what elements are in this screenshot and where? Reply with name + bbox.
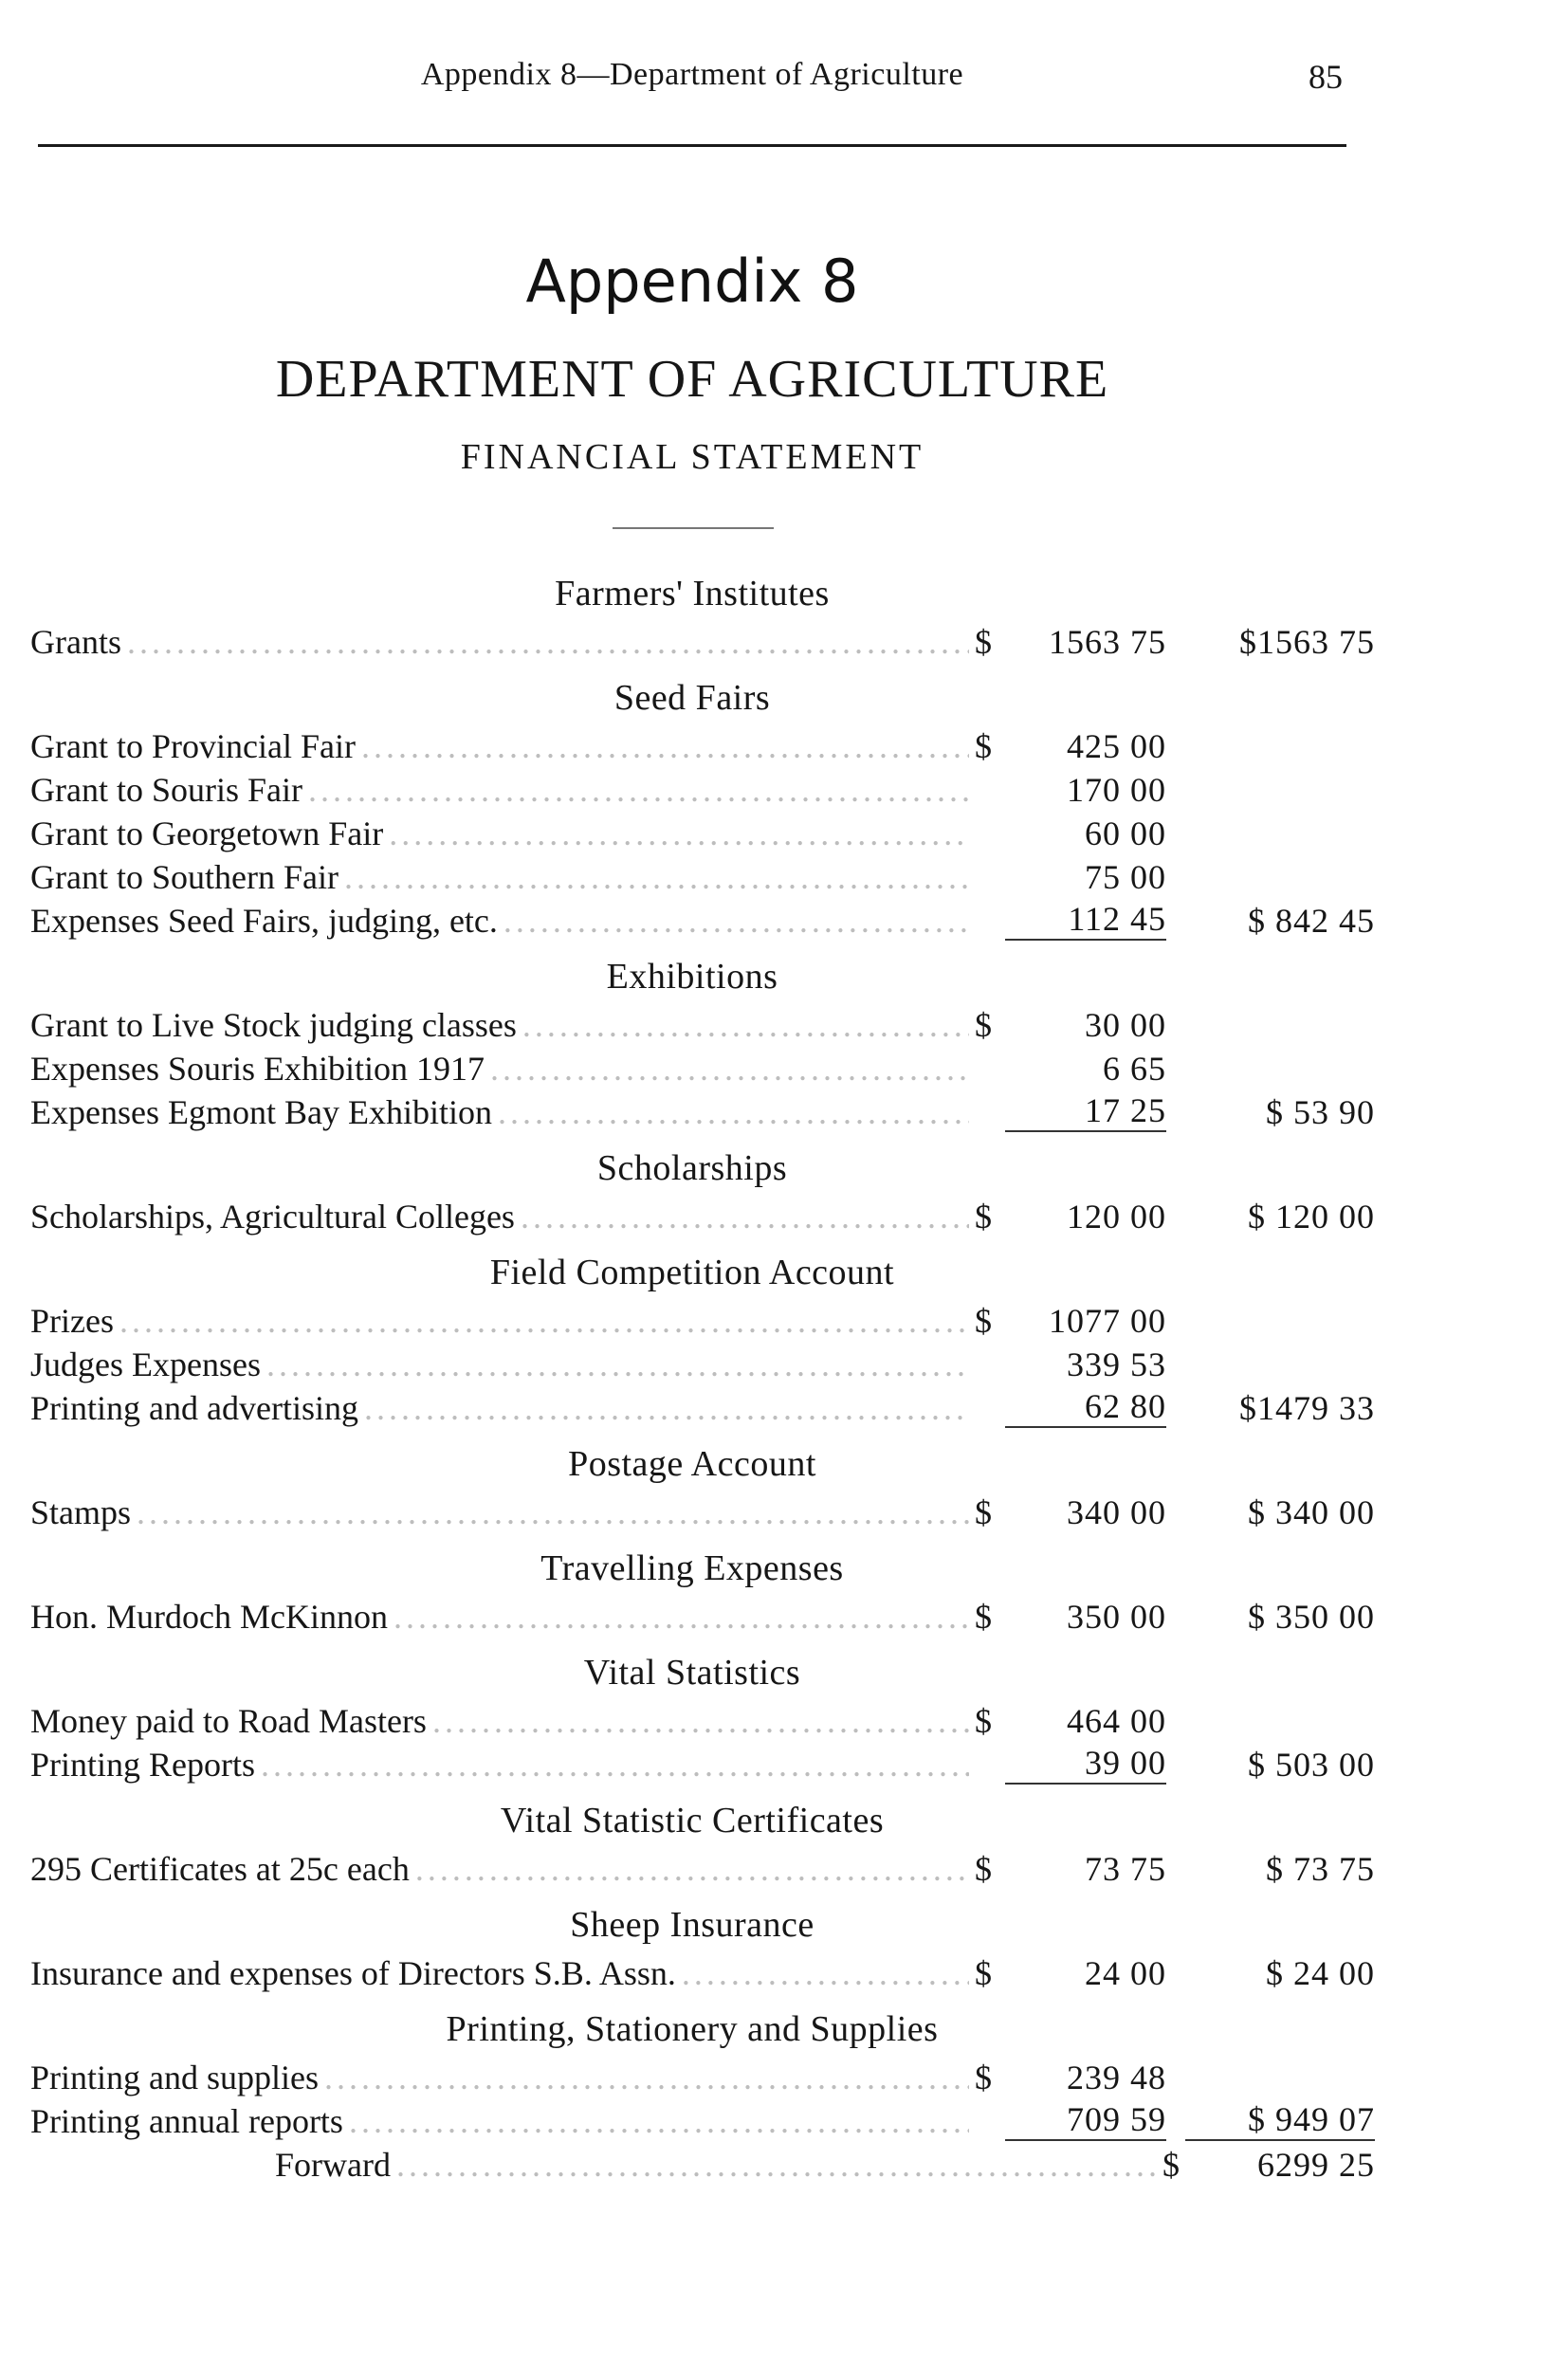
row-label: Printing Reports ..... [30,1743,969,1786]
ledger-row [0,1595,1556,1639]
dollar-sign: $ [975,1598,992,1636]
row-amount: 30 00 [1085,1006,1166,1044]
section-heading: Field Competition Account [489,1253,895,1292]
ledger-row [0,1847,1556,1891]
statement-title: FINANCIAL STATEMENT [460,437,924,477]
dollar-sign: $ [975,1006,992,1044]
row-amount: 464 00 [1067,1702,1166,1740]
row-amount: 339 53 [1067,1346,1166,1383]
row-label: Stamps ..... [30,1491,969,1534]
ledger-row [0,724,1556,768]
row-label: Insurance and expenses of Directors S.B. Assn. ..... [30,1951,969,1995]
row-amount: 73 75 [1085,1850,1166,1888]
row-amount: 1077 00 [1049,1302,1166,1340]
section-heading: Printing, Stationery and Supplies [446,2009,939,2049]
row-amount: 350 00 [1067,1598,1166,1636]
section-total: $1563 75 [1239,623,1375,661]
row-label: Grant to Live Stock judging classes ..... [30,1003,969,1047]
row-label: Printing annual reports ..... [30,2099,969,2143]
section-heading: Vital Statistics [583,1653,801,1693]
dollar-sign: $ [975,1302,992,1340]
section-total: $ 73 75 [1266,1850,1375,1888]
ledger-row [0,1743,1556,1786]
row-label: Judges Expenses ..... [30,1343,969,1386]
row-label: 295 Certificates at 25c each ..... [30,1847,969,1891]
row-label: Grants ..... [30,620,969,664]
section-total: $ 842 45 [1248,902,1375,940]
forward-total: 6299 25 [1257,2146,1375,2184]
ledger-row [0,1699,1556,1743]
row-label: Grant to Souris Fair ..... [30,768,969,812]
row-amount: 75 00 [1085,858,1166,896]
dollar-sign: $ [975,1954,992,1992]
dollar-sign: $ [975,727,992,765]
ledger-row [0,1195,1556,1238]
section-heading: Exhibitions [606,957,778,997]
row-label: Printing and advertising ..... [30,1386,969,1430]
row-amount: 6 65 [1103,1050,1166,1088]
row-amount: 112 45 [1005,899,1166,941]
row-amount: 24 00 [1085,1954,1166,1992]
section-heading: Farmers' Institutes [555,574,830,613]
dollar-sign: $ [975,1702,992,1740]
section-total: $ 120 00 [1248,1198,1375,1236]
section-total: $ 503 00 [1248,1746,1375,1784]
section-total: $ 350 00 [1248,1598,1375,1636]
section-heading: Travelling Expenses [540,1548,844,1588]
forward-label: Forward ..... [275,2143,1157,2187]
section-heading: Seed Fairs [613,678,771,718]
row-amount: 60 00 [1085,815,1166,852]
section-total: $ 949 07 [1185,2099,1375,2141]
row-label: Prizes ..... [30,1299,969,1343]
row-label: Scholarships, Agricultural Colleges ..... [30,1195,969,1238]
dollar-sign: $ [975,1850,992,1888]
ledger-row [0,2099,1556,2143]
dollar-sign: $ [975,623,992,661]
ledger-row [0,1047,1556,1090]
running-head [0,57,1556,114]
appendix-title: Appendix 8 [525,247,859,316]
section-heading: Scholarships [596,1148,788,1188]
dollar-sign: $ [975,1493,992,1531]
ledger-row [0,899,1556,943]
row-amount: 1563 75 [1049,623,1166,661]
ledger-row [0,2056,1556,2099]
ledger-row [0,1003,1556,1047]
row-label: Money paid to Road Masters ..... [30,1699,969,1743]
row-label: Hon. Murdoch McKinnon ..... [30,1595,969,1639]
row-amount: 425 00 [1067,727,1166,765]
department-title: DEPARTMENT OF AGRICULTURE [275,350,1109,409]
ledger-row [0,1386,1556,1430]
ledger-row [0,1491,1556,1534]
row-amount: 39 00 [1005,1743,1166,1785]
ledger-row [0,1090,1556,1134]
row-label: Grant to Southern Fair ..... [30,855,969,899]
row-amount: 120 00 [1067,1198,1166,1236]
row-label: Expenses Egmont Bay Exhibition ..... [30,1090,969,1134]
running-head-title: Appendix 8—Department of Agriculture [420,57,964,92]
row-amount: 709 59 [1005,2099,1166,2141]
ledger-row [0,620,1556,664]
section-total: $ 53 90 [1266,1093,1375,1131]
row-label: Grant to Provincial Fair ..... [30,724,969,768]
dollar-sign: $ [1162,2146,1180,2184]
ledger-row [0,1951,1556,1995]
ledger-row [0,768,1556,812]
ledger-row [0,1299,1556,1343]
row-label: Printing and supplies ..... [30,2056,969,2099]
row-label: Expenses Seed Fairs, judging, etc. ..... [30,899,969,943]
row-amount: 239 48 [1067,2059,1166,2096]
page-number: 85 [1309,58,1343,96]
row-amount: 170 00 [1067,771,1166,809]
financial-ledger [0,559,1556,2187]
ledger-row [0,1343,1556,1386]
section-heading: Vital Statistic Certificates [500,1801,885,1840]
section-total: $ 340 00 [1248,1493,1375,1531]
section-heading: Sheep Insurance [570,1905,815,1945]
forward-row [0,2143,1556,2187]
section-total: $ 24 00 [1266,1954,1375,1992]
row-amount: 62 80 [1005,1386,1166,1428]
row-amount: 340 00 [1067,1493,1166,1531]
section-total: $1479 33 [1239,1389,1375,1427]
header-rule [38,144,1346,147]
divider [613,527,774,529]
row-label: Grant to Georgetown Fair ..... [30,812,969,855]
dollar-sign: $ [975,2059,992,2096]
dollar-sign: $ [975,1198,992,1236]
ledger-row [0,855,1556,899]
section-heading: Postage Account [568,1444,816,1484]
row-amount: 17 25 [1005,1090,1166,1132]
ledger-row [0,812,1556,855]
row-label: Expenses Souris Exhibition 1917 ..... [30,1047,969,1090]
